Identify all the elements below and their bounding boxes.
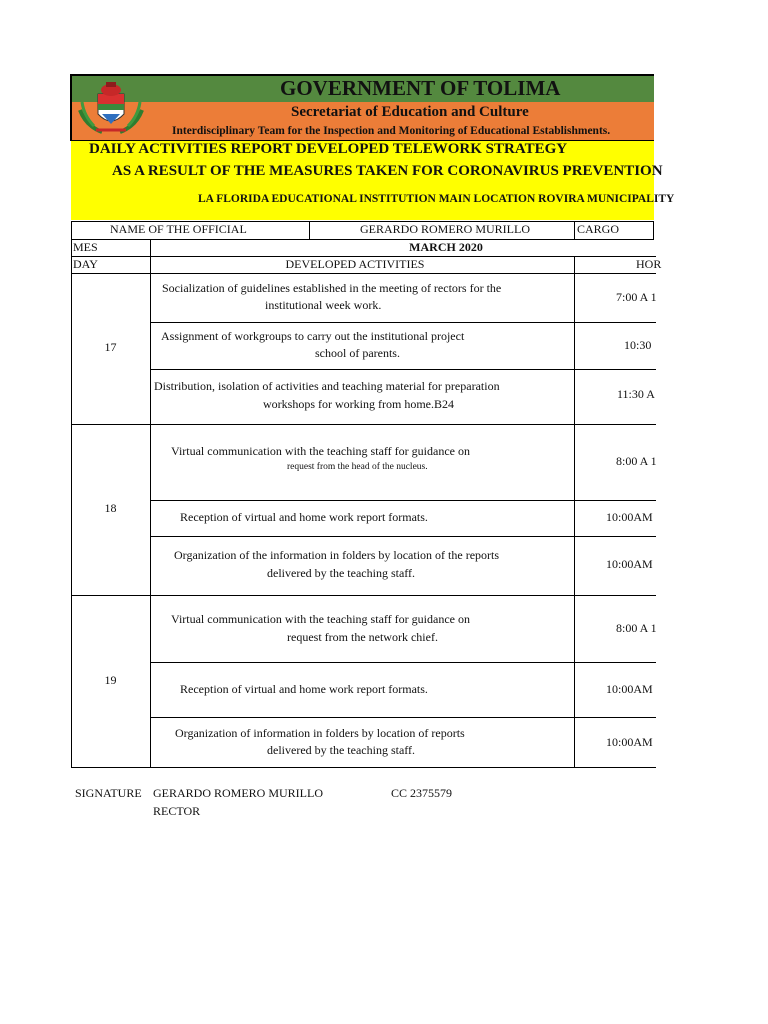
activity-line: Reception of virtual and home work report formats. <box>180 682 428 696</box>
signature-label: SIGNATURE <box>75 786 142 800</box>
day-label: DAY <box>73 257 98 271</box>
activity-hour: 7:00 A 1 <box>616 290 657 304</box>
report-title-line-1: DAILY ACTIVITIES REPORT DEVELOPED TELEWORK STRATEGY <box>89 141 568 157</box>
activity-hour: 8:00 A 1 <box>616 454 657 468</box>
row-divider <box>150 662 656 663</box>
activity-hour: 10:00AM <box>606 557 653 571</box>
team-subtitle: Interdisciplinary Team for the Inspection and Monitoring of Educational Establishments. <box>172 125 611 137</box>
day-header-left <box>71 256 72 273</box>
header-left-border <box>70 74 72 141</box>
day-divider <box>71 424 656 425</box>
activity-line: Virtual communication with the teaching staff for guidance on <box>171 612 470 626</box>
activity-hour: 11:30 A <box>617 387 655 401</box>
secretariat-subtitle: Secretariat of Education and Culture <box>291 104 529 120</box>
header-top-border <box>71 74 654 76</box>
day-number: 18 <box>104 501 117 515</box>
activity-line: Organization of the information in folders by location of the reports <box>174 548 500 562</box>
activity-line: Organization of information in folders by location of reports <box>175 726 465 740</box>
activity-hour: 10:00AM <box>606 510 653 524</box>
signature-name: GERARDO ROMERO MURILLO <box>153 786 324 800</box>
day-number: 17 <box>104 340 117 354</box>
row-divider <box>150 717 656 718</box>
activity-line: workshops for working from home.B24 <box>263 397 454 411</box>
official-row-sep-1 <box>309 221 310 239</box>
activity-line: institutional week work. <box>265 298 382 312</box>
activity-hour: 10:30 <box>624 338 652 352</box>
activity-line: request from the head of the nucleus. <box>287 462 428 472</box>
official-row-sep-2 <box>574 221 575 239</box>
activity-hour: 10:00AM <box>606 682 653 696</box>
activity-line: delivered by the teaching staff. <box>267 566 416 580</box>
activity-hour: 10:00AM <box>606 735 653 749</box>
row-divider <box>150 322 656 323</box>
document-title: GOVERNMENT OF TOLIMA <box>280 76 561 100</box>
month-value: MARCH 2020 <box>409 240 483 254</box>
signature-id: CC 2375579 <box>391 786 453 800</box>
hour-label: HOR <box>636 257 662 271</box>
hour-column-border <box>574 273 575 768</box>
cargo-label: CARGO <box>577 222 620 236</box>
header-divider <box>71 140 654 141</box>
activity-line: Distribution, isolation of activities and teaching material for preparation <box>154 379 500 393</box>
activity-line: school of parents. <box>315 346 400 360</box>
activity-hour: 8:00 A 1 <box>616 621 657 635</box>
day-divider <box>71 595 656 596</box>
row-divider <box>150 369 656 370</box>
activities-label: DEVELOPED ACTIVITIES <box>285 257 425 271</box>
official-name: GERARDO ROMERO MURILLO <box>360 222 531 236</box>
coat-of-arms-icon <box>78 80 144 136</box>
official-row-right <box>653 221 654 239</box>
institution-name: LA FLORIDA EDUCATIONAL INSTITUTION MAIN LOCATION ROVIRA MUNICIPALITY <box>198 193 675 205</box>
activity-line: Virtual communication with the teaching staff for guidance on <box>171 444 470 458</box>
row-divider <box>150 536 656 537</box>
day-header-bottom <box>71 273 656 274</box>
table-bottom-border <box>71 767 656 768</box>
activity-line: delivered by the teaching staff. <box>267 743 416 757</box>
row-divider <box>150 500 656 501</box>
mes-row-left <box>71 239 72 256</box>
day-column-border <box>150 273 151 768</box>
official-label: NAME OF THE OFFICIAL <box>110 222 247 236</box>
mes-label: MES <box>73 240 98 254</box>
official-row-left <box>71 221 72 239</box>
day-number: 19 <box>104 673 117 687</box>
activity-line: Reception of virtual and home work report formats. <box>180 510 428 524</box>
activity-line: Socialization of guidelines established in the meeting of rectors for the <box>162 281 502 295</box>
day-header-sep-2 <box>574 256 575 273</box>
activity-line: Assignment of workgroups to carry out the institutional project <box>161 329 465 343</box>
signature-role: RECTOR <box>153 804 201 818</box>
activity-line: request from the network chief. <box>287 630 438 644</box>
report-title-line-2: AS A RESULT OF THE MEASURES TAKEN FOR CORONAVIRUS PREVENTION <box>112 163 663 179</box>
